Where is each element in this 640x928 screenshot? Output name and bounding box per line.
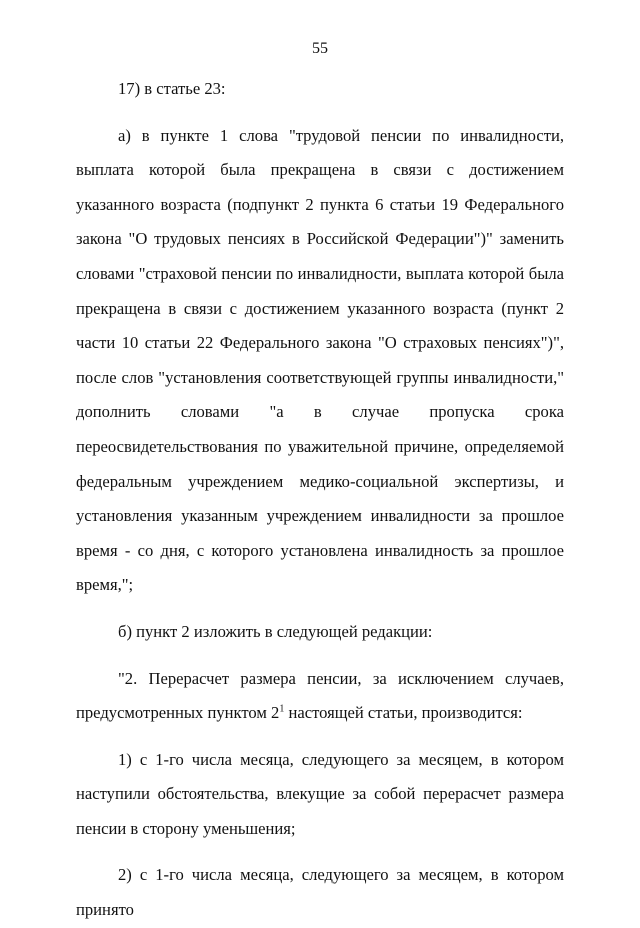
page-number: 55 [312,40,328,57]
paragraph-list-item-1: 1) с 1-го числа месяца, следующего за месяцем, в котором наступили обстоятельства, влекущие за собой перерасчет размера пенсии в сторону уменьшения; [76,749,564,838]
paragraph-subitem-a: а) в пункте 1 слова "трудовой пенсии по инвалидности, выплата которой была прекращена в связи с достижением указанного возраста (подпункт 2 пункта 6 статьи 19 Федерального закона "О трудовых пенсиях в Российской Федерации")" заменить словами "страховой пенсии по инвалидности, выплата которой была прекращена в связи с достижением указанного возраста (пункт 2 части 10 статьи 22 Федерального закона "О страховых пенсиях")", после слов "установления соответствующей группы инвалидности," дополнить словами "а в случае пропуска срока переосвидетельствования по уважительной причине, определяемой федеральным учреждением медико-социальной экспертизы, и установления указанным учреждением инвалидности за прошлое время - со дня, с которого установлена инвалидность за прошлое время,"; [76,125,564,595]
point-2-text-end: настоящей статьи, производится: [284,703,523,723]
point-2-text-start: "2. Перерасчет размера пенсии, за исключением случаев, предусмотренных пунктом 2 [76,668,564,723]
document-body [76,72,564,928]
paragraph-point-2 [76,662,564,731]
paragraph-item-17: 17) в статье 23: [118,79,226,98]
point-2-superscript: 1 [279,703,285,715]
paragraph-subitem-b: б) пункт 2 изложить в следующей редакции: [118,621,433,641]
paragraph-list-item-2: 2) с 1-го числа месяца, следующего за месяцем, в котором принято [76,865,564,920]
